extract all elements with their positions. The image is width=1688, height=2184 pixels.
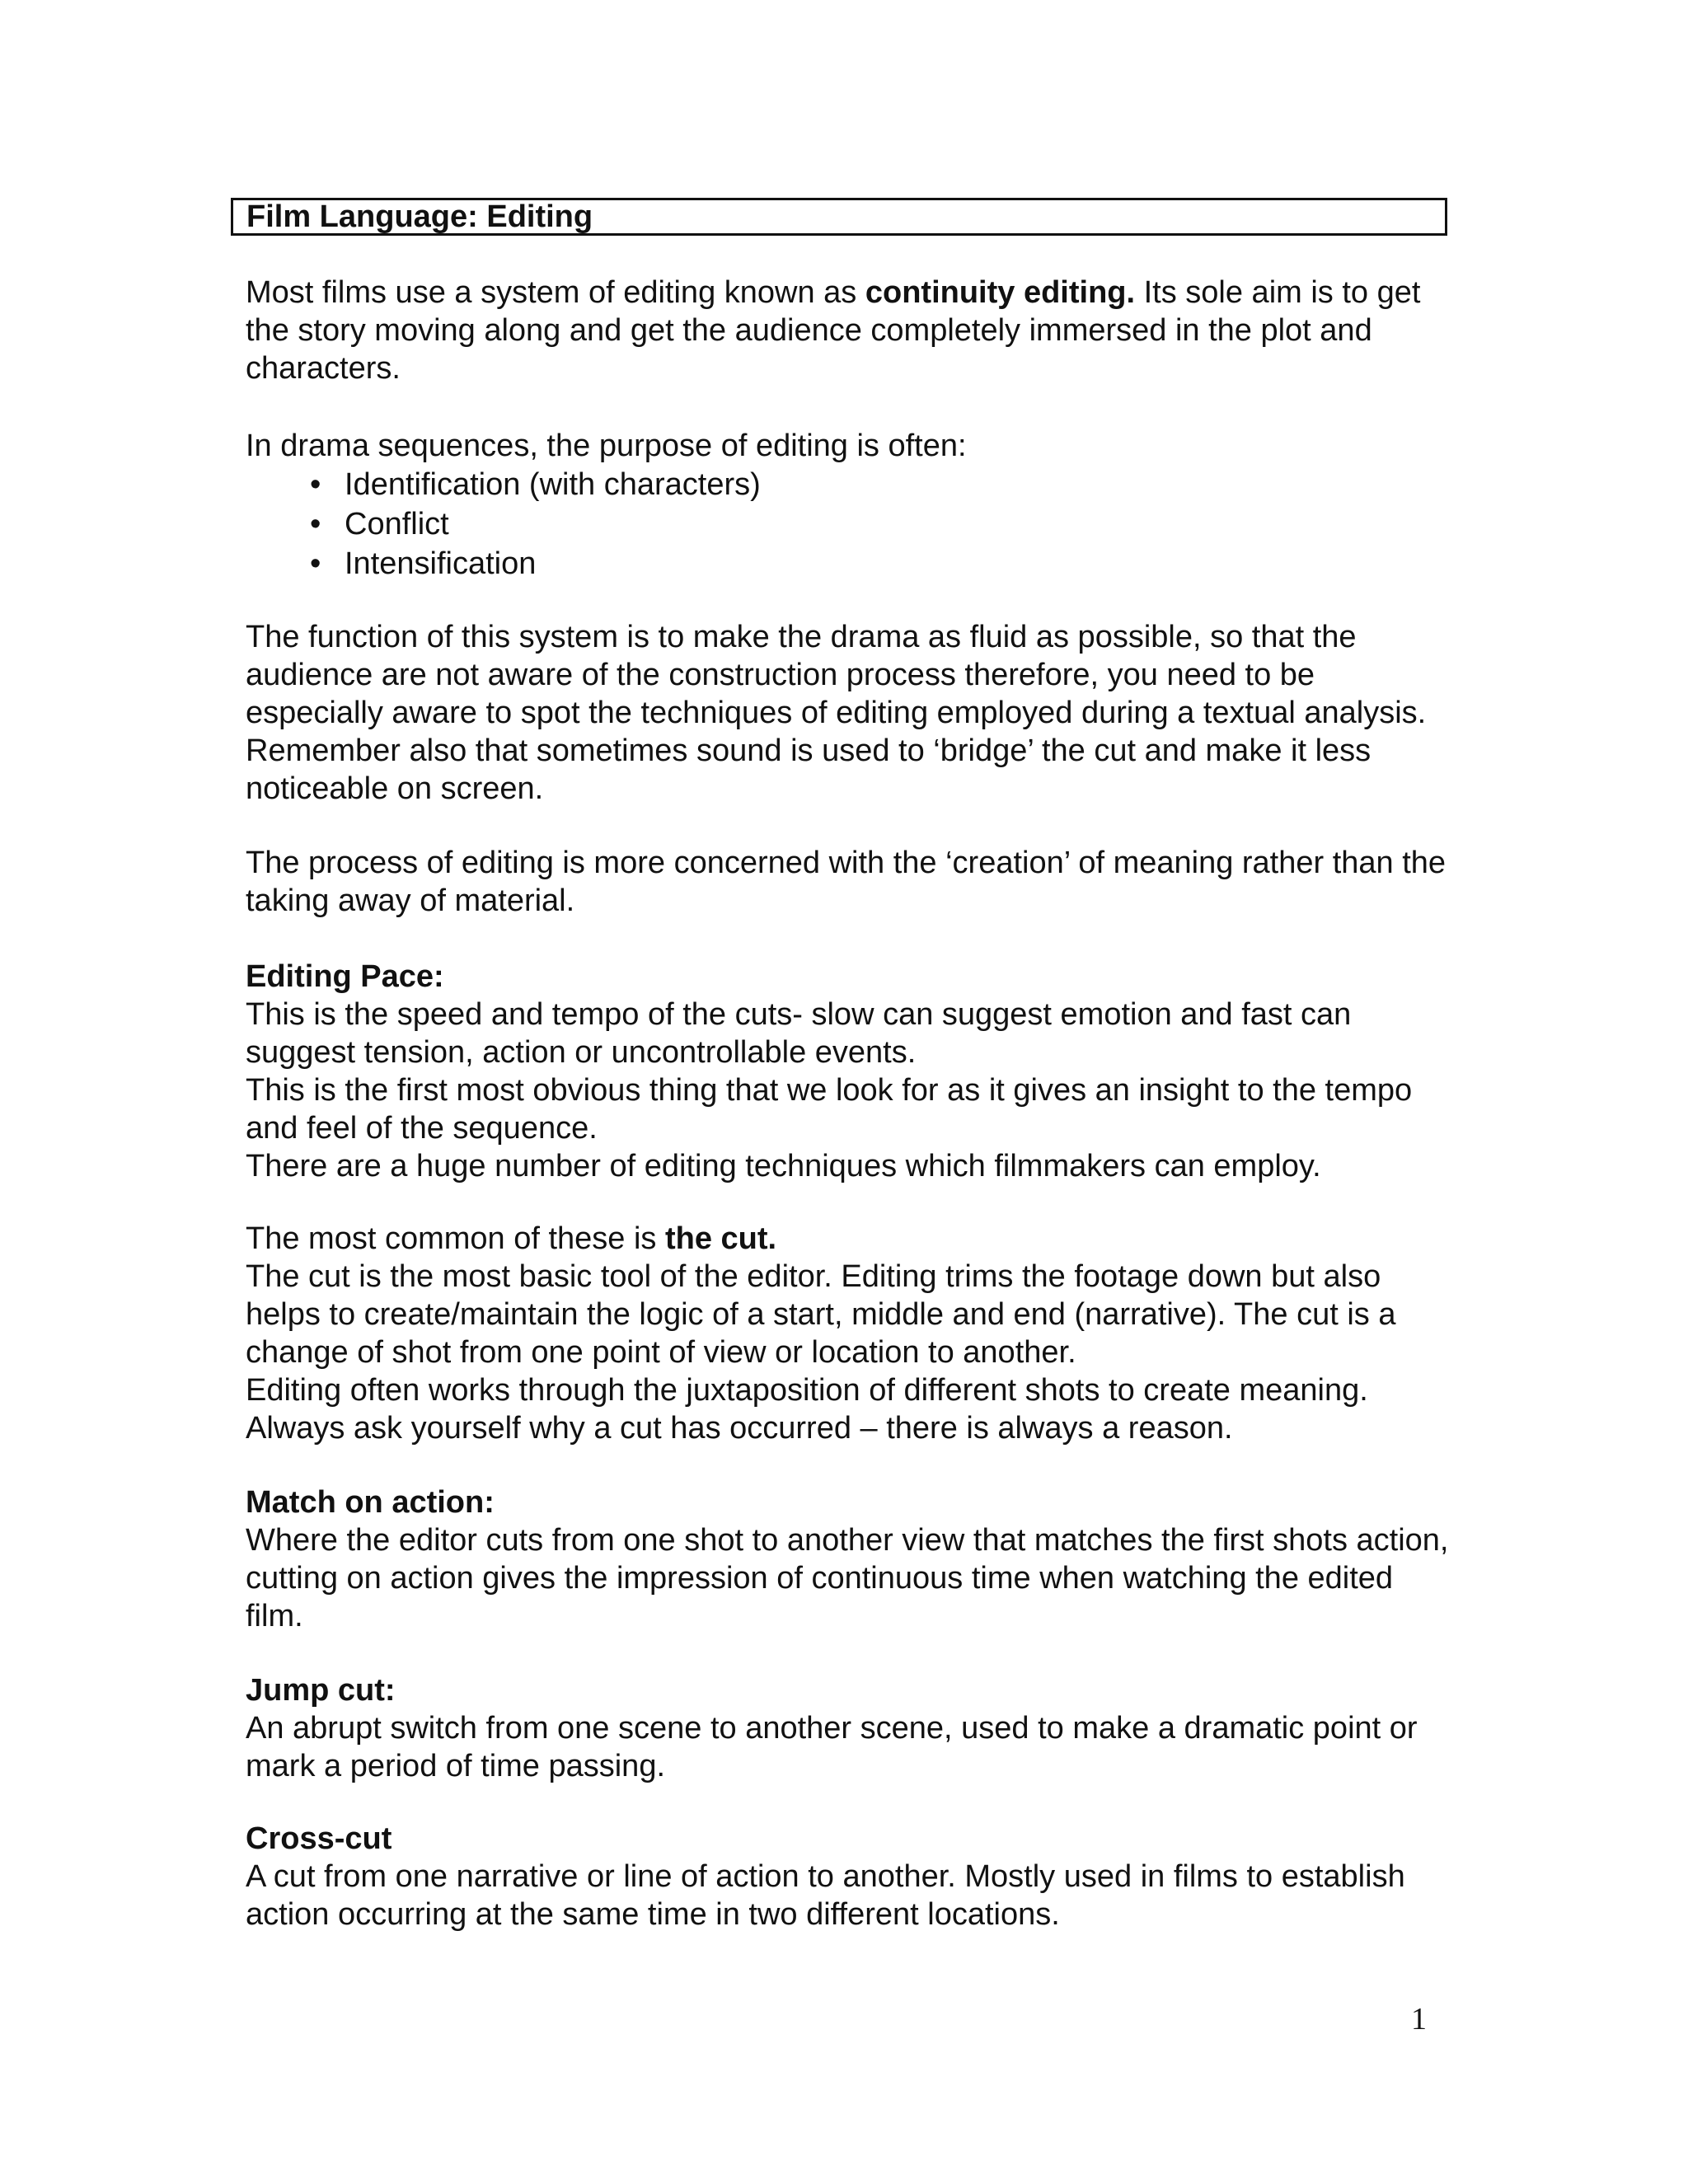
- paragraph: Editing often works through the juxtaposition of different shots to create meaning.: [246, 1373, 1368, 1408]
- bullet-icon: •: [310, 546, 321, 581]
- intro-text-start: Most films use a system of editing known as: [246, 275, 865, 310]
- paragraph: The cut is the most basic tool of the editor. Editing trims the footage down but also helps to create/maintain the logic of a start, middle and end (narrative). The cut is a change of shot from one point of view or location to another.: [246, 1259, 1396, 1370]
- paragraph: Where the editor cuts from one shot to another view that matches the first shots action, cutting on action gives the impression of continuous time when watching the edited film.: [246, 1523, 1449, 1633]
- cut-bold-term: the cut.: [664, 1221, 777, 1256]
- editing-pace-section: [246, 958, 1449, 1185]
- section-heading: Jump cut:: [246, 1673, 396, 1708]
- document-page: [246, 0, 1449, 2184]
- paragraph: An abrupt switch from one scene to another scene, used to make a dramatic point or mark a period of time passing.: [246, 1711, 1418, 1783]
- paragraph: A cut from one narrative or line of action to another. Mostly used in films to establish action occurring at the same time in two different locations.: [246, 1859, 1405, 1932]
- page-title: Film Language: Editing: [231, 198, 1447, 236]
- cross-cut-section: [246, 1820, 1449, 1933]
- section-heading: Match on action:: [246, 1485, 495, 1520]
- intro-paragraph: [246, 274, 1449, 387]
- paragraph: This is the first most obvious thing that we look for as it gives an insight to the tempo and feel of the sequence.: [246, 1073, 1413, 1146]
- list-item: • Intensification: [246, 544, 1449, 583]
- purpose-section: [246, 427, 1449, 583]
- jump-cut-section: [246, 1671, 1449, 1785]
- bullet-icon: •: [310, 507, 321, 541]
- function-paragraph: The function of this system is to make the drama as fluid as possible, so that the audience are not aware of the construction process therefore, you need to be especially aware to spot the techniques of editing employed during a textual analysis. Remember also that sometimes sound is used to ‘bridge’ the cut and make it less noticeable on screen.: [246, 620, 1427, 806]
- page-number: 1: [1411, 2002, 1427, 2036]
- purpose-lead: In drama sequences, the purpose of editing is often:: [246, 429, 967, 463]
- process-paragraph: The process of editing is more concerned with the ‘creation’ of meaning rather than the taking away of material.: [246, 846, 1447, 918]
- cut-lead-text: The most common of these is: [246, 1221, 665, 1256]
- intro-text-end: Its sole aim is to get the story moving along and get the audience completely immersed in the plot and characters.: [246, 275, 1421, 386]
- paragraph: There are a huge number of editing techniques which filmmakers can employ.: [246, 1149, 1321, 1183]
- purpose-list: [246, 465, 1449, 583]
- section-heading: Cross-cut: [246, 1821, 392, 1856]
- match-on-action-section: [246, 1483, 1449, 1635]
- bullet-icon: •: [310, 467, 321, 502]
- intro-bold-term: continuity editing.: [865, 275, 1136, 310]
- list-item: • Identification (with characters): [246, 465, 1449, 504]
- paragraph: Always ask yourself why a cut has occurred – there is always a reason.: [246, 1411, 1233, 1446]
- the-cut-section: [246, 1220, 1449, 1447]
- paragraph: This is the speed and tempo of the cuts- slow can suggest emotion and fast can suggest tension, action or uncontrollable events.: [246, 997, 1352, 1070]
- section-heading: Editing Pace:: [246, 959, 444, 994]
- list-item: • Conflict: [246, 504, 1449, 544]
